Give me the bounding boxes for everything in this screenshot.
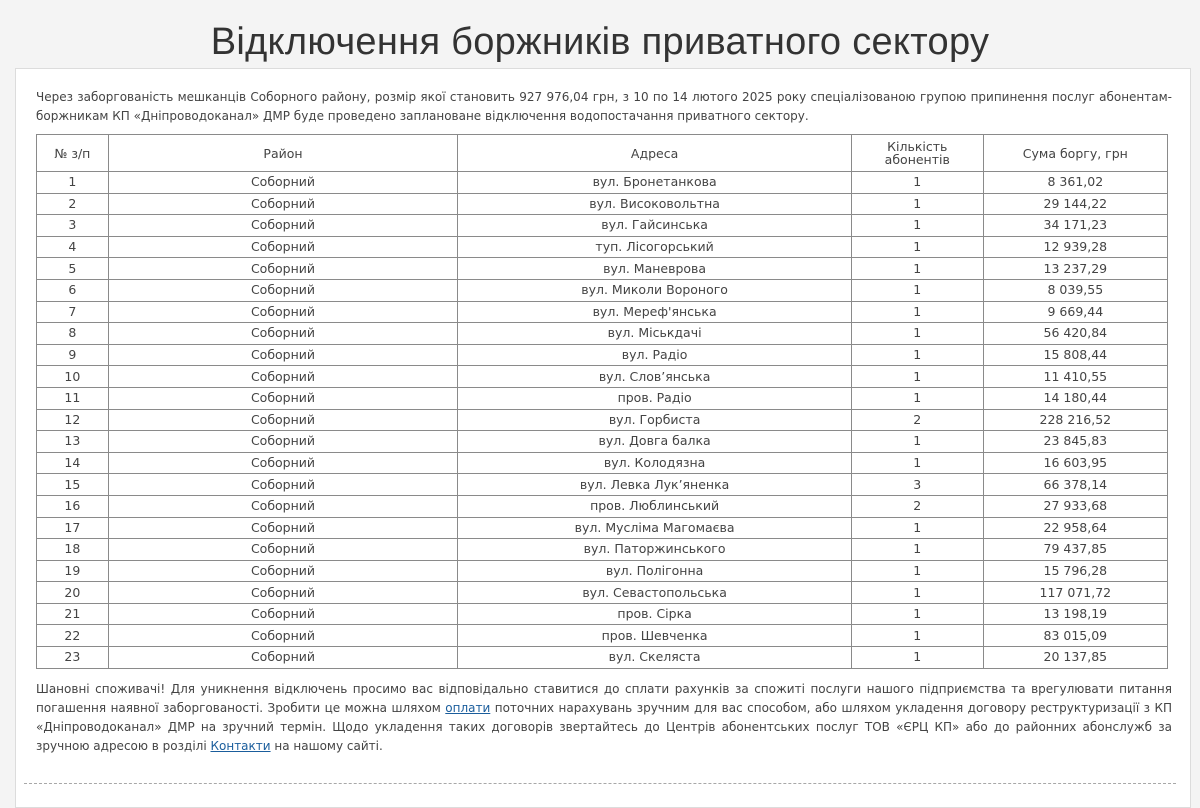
page-title: Відключення боржників приватного сектору	[210, 21, 990, 63]
cell-num: 4	[37, 236, 109, 258]
cell-district: Соборний	[108, 236, 458, 258]
outro-text-1: Шановні споживачі! Для уникнення відключень просимо вас відповідально ставитися до сплати рахунків за спожиті послуги нашого підприємства та врегулювати питання погашення наявної заборгованості. Зробити це можна шляхом	[36, 681, 1172, 715]
cell-count: 1	[851, 215, 983, 237]
cell-district: Соборний	[108, 517, 458, 539]
cell-address: вул. Маневрова	[458, 258, 852, 280]
table-row	[37, 193, 1168, 215]
cell-district: Соборний	[108, 193, 458, 215]
cell-sum: 79 437,85	[983, 539, 1167, 561]
cell-count: 3	[851, 474, 983, 496]
cell-district: Соборний	[108, 279, 458, 301]
cell-sum: 13 198,19	[983, 603, 1167, 625]
cell-num: 17	[37, 517, 109, 539]
cell-address: пров. Сірка	[458, 603, 852, 625]
cell-address: вул. Високовольтна	[458, 193, 852, 215]
cell-num: 11	[37, 387, 109, 409]
cell-district: Соборний	[108, 603, 458, 625]
table-row	[37, 495, 1168, 517]
cell-district: Соборний	[108, 431, 458, 453]
cell-district: Соборний	[108, 387, 458, 409]
cell-sum: 228 216,52	[983, 409, 1167, 431]
header-sum: Сума боргу, грн	[983, 135, 1167, 172]
table-row	[37, 409, 1168, 431]
cell-district: Соборний	[108, 539, 458, 561]
article-content	[15, 68, 1191, 808]
header-num: № з/п	[37, 135, 109, 172]
cell-num: 20	[37, 582, 109, 604]
cell-address: вул. Миколи Вороного	[458, 279, 852, 301]
cell-sum: 83 015,09	[983, 625, 1167, 647]
cell-num: 5	[37, 258, 109, 280]
cell-num: 16	[37, 495, 109, 517]
cell-sum: 8 039,55	[983, 279, 1167, 301]
table-row	[37, 323, 1168, 345]
cell-count: 1	[851, 323, 983, 345]
table-row	[37, 387, 1168, 409]
cell-count: 1	[851, 258, 983, 280]
cell-num: 19	[37, 560, 109, 582]
cell-district: Соборний	[108, 582, 458, 604]
cell-district: Соборний	[108, 647, 458, 669]
cell-address: вул. Радіо	[458, 344, 852, 366]
cell-num: 21	[37, 603, 109, 625]
cell-address: вул. Мереф'янська	[458, 301, 852, 323]
cell-address: вул. Севастопольська	[458, 582, 852, 604]
cell-sum: 23 845,83	[983, 431, 1167, 453]
outro-text-2: поточних нарахувань зручним для вас способом, або шляхом укладення договору реструктуризації з КП «Дніпроводоканал» ДМР на зручний термін. Щодо укладення таких договорів звертайтесь до Центрів абонентських послуг ТОВ «ЄРЦ КП» або до районних абонслужб за зручною адресою в розділі	[36, 700, 1172, 753]
table-row	[37, 582, 1168, 604]
header-count-label: Кількість абонентів	[884, 139, 950, 167]
cell-sum: 15 808,44	[983, 344, 1167, 366]
cell-num: 22	[37, 625, 109, 647]
cell-count: 2	[851, 495, 983, 517]
payment-link[interactable]: оплати	[445, 700, 491, 715]
cell-district: Соборний	[108, 474, 458, 496]
cell-count: 1	[851, 560, 983, 582]
cell-sum: 13 237,29	[983, 258, 1167, 280]
cell-address: туп. Лісогорський	[458, 236, 852, 258]
cell-count: 1	[851, 647, 983, 669]
cell-address: вул. Горбиста	[458, 409, 852, 431]
cell-sum: 11 410,55	[983, 366, 1167, 388]
cell-count: 1	[851, 452, 983, 474]
cell-num: 1	[37, 172, 109, 194]
table-row	[37, 474, 1168, 496]
cell-num: 10	[37, 366, 109, 388]
cell-num: 18	[37, 539, 109, 561]
cell-district: Соборний	[108, 258, 458, 280]
table-row	[37, 215, 1168, 237]
cell-district: Соборний	[108, 323, 458, 345]
cell-count: 1	[851, 517, 983, 539]
cell-district: Соборний	[108, 172, 458, 194]
cell-num: 9	[37, 344, 109, 366]
table-row	[37, 560, 1168, 582]
cell-sum: 12 939,28	[983, 236, 1167, 258]
cell-count: 1	[851, 625, 983, 647]
table-row	[37, 603, 1168, 625]
cell-count: 1	[851, 344, 983, 366]
cell-district: Соборний	[108, 625, 458, 647]
table-row	[37, 647, 1168, 669]
cell-count: 1	[851, 301, 983, 323]
cell-count: 1	[851, 387, 983, 409]
cell-num: 23	[37, 647, 109, 669]
cell-count: 1	[851, 539, 983, 561]
table-row	[37, 236, 1168, 258]
cell-address: вул. Мусліма Магомаєва	[458, 517, 852, 539]
cell-count: 1	[851, 172, 983, 194]
table-body	[37, 172, 1168, 669]
cell-sum: 34 171,23	[983, 215, 1167, 237]
cell-sum: 29 144,22	[983, 193, 1167, 215]
cell-sum: 27 933,68	[983, 495, 1167, 517]
cell-address: вул. Слов’янська	[458, 366, 852, 388]
outro-text-3: на нашому сайті.	[270, 738, 383, 753]
cell-sum: 66 378,14	[983, 474, 1167, 496]
cell-count: 1	[851, 603, 983, 625]
cell-num: 13	[37, 431, 109, 453]
cell-address: пров. Шевченка	[458, 625, 852, 647]
header-district: Район	[108, 135, 458, 172]
cell-address: пров. Люблинський	[458, 495, 852, 517]
cell-num: 14	[37, 452, 109, 474]
cell-address: вул. Левка Лук’яненка	[458, 474, 852, 496]
cell-count: 1	[851, 366, 983, 388]
cell-address: вул. Міськдачі	[458, 323, 852, 345]
intro-paragraph: Через заборгованість мешканців Соборного району, розмір якої становить 927 976,04 грн, з 10 по 14 лютого 2025 року спеціалізованою групою припинення послуг абонентам-боржникам КП «Дніпроводоканал» ДМР буде проведено заплановане відключення водопостачання приватного сектору.	[36, 90, 1172, 123]
cell-address: вул. Полігонна	[458, 560, 852, 582]
cell-num: 7	[37, 301, 109, 323]
cell-district: Соборний	[108, 215, 458, 237]
cell-sum: 22 958,64	[983, 517, 1167, 539]
cell-num: 3	[37, 215, 109, 237]
outro-paragraph	[36, 680, 1172, 756]
cell-address: вул. Скеляста	[458, 647, 852, 669]
contacts-link[interactable]: Контакти	[210, 738, 271, 753]
cell-address: вул. Бронетанкова	[458, 172, 852, 194]
cell-district: Соборний	[108, 452, 458, 474]
cell-count: 1	[851, 279, 983, 301]
header-count	[851, 135, 983, 172]
table-header-row	[37, 135, 1168, 172]
cell-num: 12	[37, 409, 109, 431]
cell-count: 2	[851, 409, 983, 431]
table-row	[37, 172, 1168, 194]
cell-count: 1	[851, 431, 983, 453]
cell-sum: 14 180,44	[983, 387, 1167, 409]
cell-address: вул. Колодязна	[458, 452, 852, 474]
table-row	[37, 301, 1168, 323]
cell-num: 6	[37, 279, 109, 301]
table-row	[37, 431, 1168, 453]
table-row	[37, 517, 1168, 539]
table-row	[37, 366, 1168, 388]
cell-district: Соборний	[108, 409, 458, 431]
table-row	[37, 344, 1168, 366]
cell-sum: 16 603,95	[983, 452, 1167, 474]
cell-count: 1	[851, 236, 983, 258]
table-row	[37, 625, 1168, 647]
table-row	[37, 258, 1168, 280]
cell-district: Соборний	[108, 560, 458, 582]
table-row	[37, 539, 1168, 561]
table-row	[37, 279, 1168, 301]
table-row	[37, 452, 1168, 474]
cell-district: Соборний	[108, 366, 458, 388]
debtors-table	[36, 134, 1168, 669]
header-address: Адреса	[458, 135, 852, 172]
dashed-divider	[24, 783, 1176, 784]
cell-address: вул. Гайсинська	[458, 215, 852, 237]
cell-sum: 20 137,85	[983, 647, 1167, 669]
cell-address: пров. Радіо	[458, 387, 852, 409]
cell-num: 2	[37, 193, 109, 215]
cell-address: вул. Довга балка	[458, 431, 852, 453]
cell-district: Соборний	[108, 495, 458, 517]
cell-address: вул. Паторжинського	[458, 539, 852, 561]
cell-sum: 117 071,72	[983, 582, 1167, 604]
cell-sum: 15 796,28	[983, 560, 1167, 582]
cell-sum: 9 669,44	[983, 301, 1167, 323]
cell-num: 15	[37, 474, 109, 496]
cell-sum: 56 420,84	[983, 323, 1167, 345]
cell-count: 1	[851, 193, 983, 215]
cell-district: Соборний	[108, 344, 458, 366]
cell-num: 8	[37, 323, 109, 345]
cell-sum: 8 361,02	[983, 172, 1167, 194]
cell-district: Соборний	[108, 301, 458, 323]
cell-count: 1	[851, 582, 983, 604]
